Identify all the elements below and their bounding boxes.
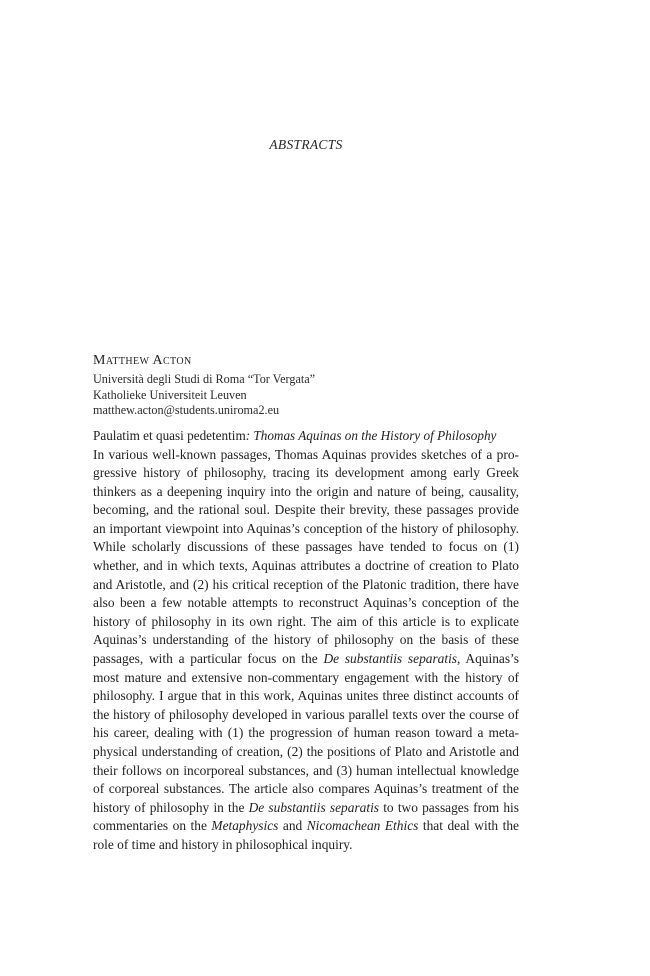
abstract-text-part: In various well-known passages, Thomas Aquinas provides sketches of a progressive history of philosophy, tracing its development among early Greek thinkers as a deepening inquiry into the origin and nature of being, causality, becoming, and the rational soul. Despite their brevity, these passages provide an important viewpoint into Aquinas’s conception of the history of philosophy. While scholarly discussions of these passages have tended to focus on (1) whether, and in which texts, Aquinas attributes a doctrine of creation to Plato and Aristotle, and (2) his critical reception of the Platonic tradition, there have also been a few notable attempts to reconstruct Aquinas’s conception of the history of philosophy in its own right. The aim of this article is to explicate Aquinas’s understanding of the history of philosophy on the basis of these passages, with a particular focus on the: [93, 446, 519, 667]
abstract-text-part: to two passages from his commentaries on the: [93, 799, 519, 834]
work-title-metaphysics: Metaphysics: [211, 818, 279, 834]
author-name: Matthew Acton: [93, 353, 192, 368]
author-email: matthew.acton@students.uniroma2.eu: [93, 403, 280, 417]
abstract-text-part: and: [278, 818, 307, 834]
article-title: [93, 426, 519, 445]
work-title-nicomachean-ethics: Nicomachean Ethics: [306, 818, 419, 834]
work-title-de-substantiis: De substantiis separatis: [323, 651, 458, 667]
affiliation-2: Katholieke Universiteit Leuven: [93, 387, 247, 402]
abstract-entry: [93, 352, 519, 855]
section-heading: ABSTRACTS: [269, 137, 343, 152]
article-title-main: Paulatim et quasi pedetentim: [93, 427, 246, 443]
abstract-text: [93, 446, 519, 855]
abstract-text-part: that deal with the role of time and history in philosophical inquiry.: [93, 818, 519, 852]
work-title-de-substantiis: De substantiis separatis: [248, 799, 380, 815]
affiliation-1: Università degli Studi di Roma “Tor Vergata”: [93, 372, 316, 386]
abstract-text-part: , Aquinas’s most mature and extensive non-commentary engagement with the history of philosophy. I argue that in this work, Aquinas unites three distinct accounts of the history of philosophy developed in various parallel texts over the course of his career, dealing with (1) the progression of human reason toward a metaphysical understanding of creation, (2) the positions of Plato and Aristotle and their follows on incorporeal substances, and (3) human intellectual knowledge of corporeal substances. The article also compares Aquinas’s treatment of the history of philosophy in the: [93, 651, 519, 815]
article-subtitle: : Thomas Aquinas on the History of Philosophy: [245, 427, 497, 443]
